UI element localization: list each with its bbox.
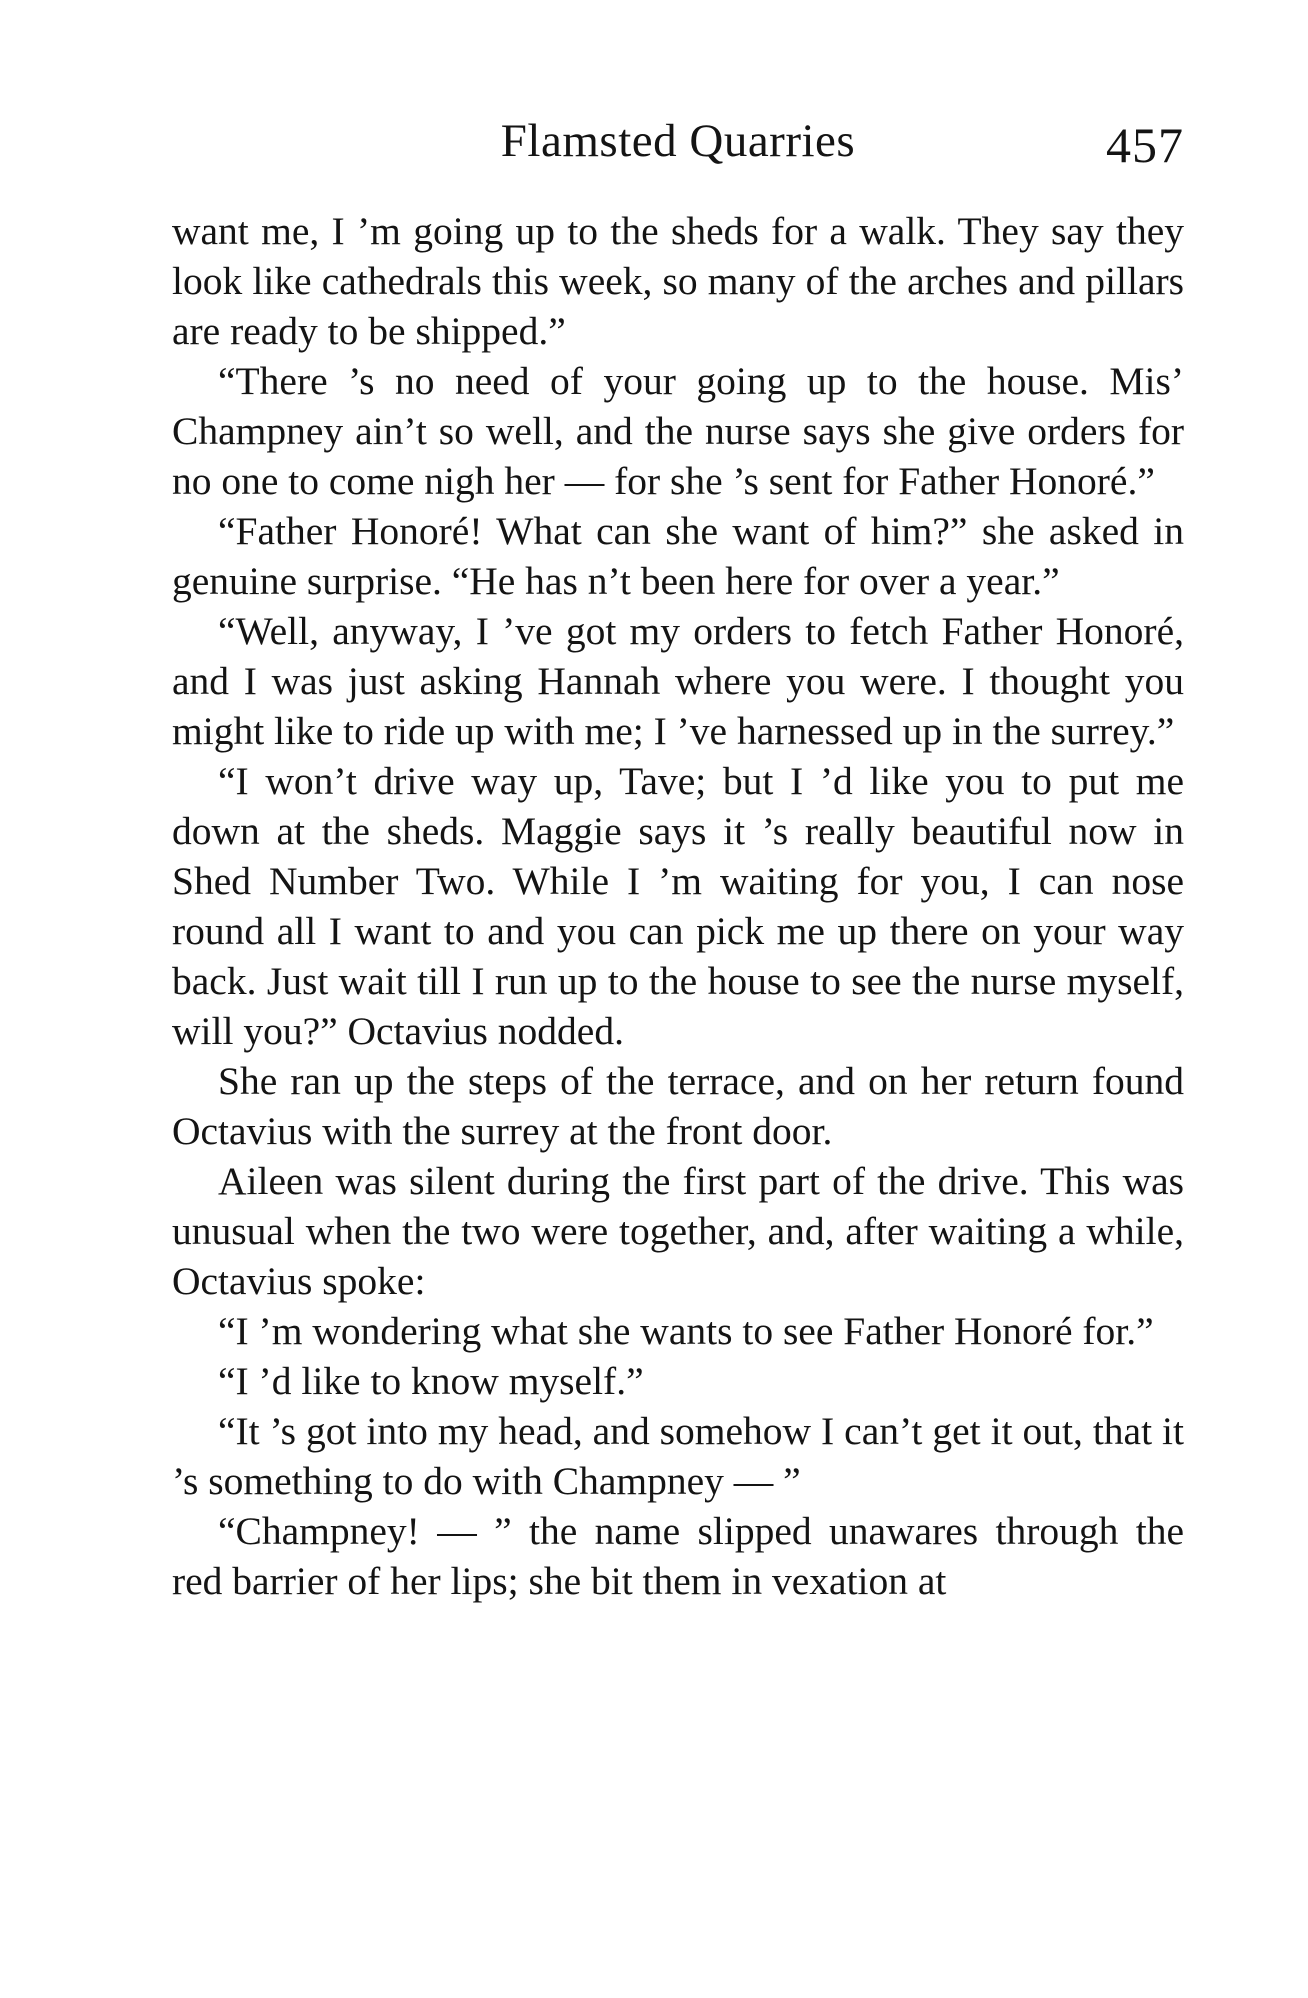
paragraph: “I ’d like to know myself.” xyxy=(218,1359,644,1403)
paragraph: “I ’m wondering what she wants to see Father Honoré for.” xyxy=(218,1309,1154,1353)
paragraph: “Father Honoré! What can she want of him?” she asked in genuine surprise. “He has n’t been here for over a year.” xyxy=(172,509,1184,603)
paragraph: “Champney! — ” the name slipped unawares through the red barrier of her lips; she bit them in vexation at xyxy=(172,1509,1184,1603)
running-title: Flamsted Quarries xyxy=(500,115,856,167)
paragraph: Aileen was silent during the first part of the drive. This was unusual when the two were together, and, after waiting a while, Octavius spoke: xyxy=(172,1159,1184,1303)
paragraph: “There ’s no need of your going up to the house. Mis’ Champney ain’t so well, and the nurse says she give orders for no one to come nigh her — for she ’s sent for Father Honoré.” xyxy=(172,359,1184,503)
page-number: 457 xyxy=(1106,117,1184,173)
paragraph: “I won’t drive way up, Tave; but I ’d like you to put me down at the sheds. Maggie says it ’s really beautiful now in Shed Number Two. While I ’m waiting for you, I can nose round all I want to and you can pick me up there on your way back. Just wait till I run up to the house to see the nurse myself, will you?” Octavius nodded. xyxy=(172,759,1184,1053)
page-header xyxy=(172,100,1184,180)
paragraph: “Well, anyway, I ’ve got my orders to fetch Father Honoré, and I was just asking Hannah where you were. I thought you might like to ride up with me; I ’ve harnessed up in the surrey.” xyxy=(172,609,1184,753)
paragraph: She ran up the steps of the terrace, and on her return found Octavius with the surrey at the front door. xyxy=(172,1059,1184,1153)
paragraph: “It ’s got into my head, and somehow I can’t get it out, that it ’s something to do with Champney — ” xyxy=(172,1409,1184,1503)
body-text xyxy=(172,206,1184,1606)
paragraph-continuation: want me, I ’m going up to the sheds for a walk. They say they look like cathedrals this week, so many of the arches and pillars are ready to be shipped.” xyxy=(172,209,1184,353)
